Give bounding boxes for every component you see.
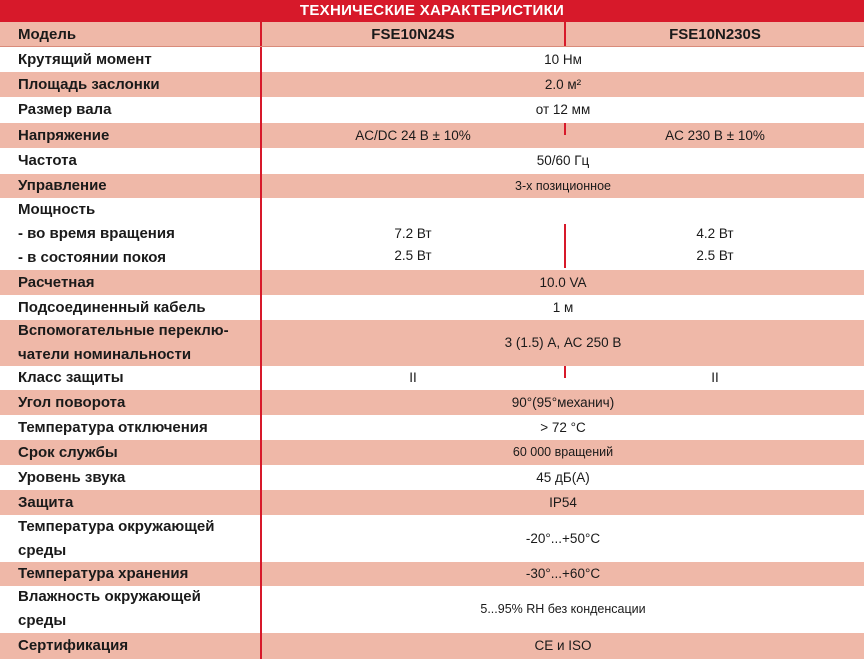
row-value: 2.0 м² [544, 77, 582, 92]
row-label-group [18, 585, 258, 633]
row-value: -30°...+60°C [525, 566, 601, 581]
row-value: от 12 мм [535, 102, 591, 117]
row-label: Температура отключения [18, 419, 208, 436]
row-label: Подсоединенный кабель [18, 299, 206, 316]
row-label-group [18, 319, 258, 367]
row-label: Модель [18, 26, 77, 43]
row-label: Температура хранения [18, 565, 189, 582]
table-row-rated [0, 270, 864, 295]
row-value: > 72 °C [540, 420, 586, 435]
row-value: IP54 [549, 495, 577, 510]
table-row-protection [0, 490, 864, 515]
table-row-ambient-temp [0, 515, 864, 562]
table-row-storage-temp [0, 562, 864, 586]
table-title: ТЕХНИЧЕСКИЕ ХАРАКТЕРИСТИКИ [0, 0, 864, 22]
row-label: Вспомогательные переклю- [18, 322, 229, 339]
model-b-header: FSE10N230S [669, 26, 761, 43]
row-label: Мощность [18, 201, 96, 218]
table-row-torque [0, 47, 864, 72]
row-value-a: AC/DC 24 В ± 10% [355, 128, 471, 143]
table-row-humidity [0, 586, 864, 633]
table-row-frequency [0, 148, 864, 174]
row-label: Крутящий момент [18, 51, 152, 68]
row-label: Размер вала [18, 101, 112, 118]
table-row-certification [0, 633, 864, 659]
row-value-b: AC 230 В ± 10% [665, 128, 765, 143]
table-row-damper-area [0, 72, 864, 97]
table-row-service-life [0, 440, 864, 465]
table-row-shaft-size [0, 97, 864, 123]
row-value: 10 Нм [544, 52, 582, 67]
row-value: 45 дБ(А) [536, 470, 590, 485]
table-row-control [0, 174, 864, 198]
row-label: среды [18, 612, 67, 629]
model-a-header: FSE10N24S [371, 26, 455, 43]
row-label: Сертификация [18, 637, 129, 654]
row-label: среды [18, 542, 67, 559]
table-row-rotation-angle [0, 390, 864, 415]
row-label: Класс защиты [18, 369, 124, 386]
row-value: 5...95% RH без конденсации [480, 602, 646, 616]
row-label-group [18, 515, 258, 563]
table-row-aux-switches [0, 320, 864, 366]
row-label: Расчетная [18, 274, 95, 291]
row-sublabel: - в состоянии покоя [18, 249, 166, 266]
row-value-b: II [711, 370, 719, 385]
row-label: Напряжение [18, 127, 110, 144]
table-row-protection-class [0, 366, 864, 390]
row-value-a: 7.2 Вт [394, 226, 432, 241]
row-label: чатели номинальности [18, 346, 192, 363]
row-label: Защита [18, 494, 74, 511]
row-label: Частота [18, 152, 77, 169]
row-value-b: 2.5 Вт [696, 248, 734, 263]
row-label: Срок службы [18, 444, 118, 461]
row-value: 60 000 вращений [512, 445, 614, 459]
row-value: -20°...+50°C [525, 531, 601, 546]
row-value: CE и ISO [534, 638, 592, 653]
row-value: 10.0 VA [539, 275, 587, 290]
row-value: 3-х позиционное [515, 179, 611, 193]
table-row-cable [0, 295, 864, 320]
row-label: Управление [18, 177, 107, 194]
row-label-group [18, 198, 258, 270]
table-row-power [0, 198, 864, 270]
row-label: Уровень звука [18, 469, 126, 486]
row-sublabel: - во время вращения [18, 225, 175, 242]
table-row-model [0, 22, 864, 47]
row-value-a: II [409, 370, 417, 385]
row-value: 1 м [552, 300, 574, 315]
table-row-voltage [0, 123, 864, 148]
table-row-cutoff-temp [0, 415, 864, 440]
table-row-noise [0, 465, 864, 490]
row-value-a: 2.5 Вт [394, 248, 432, 263]
row-label: Температура окружающей [18, 518, 215, 535]
row-label: Влажность окружающей [18, 588, 201, 605]
row-value: 3 (1.5) А, АС 250 В [504, 335, 622, 350]
row-value: 50/60 Гц [536, 153, 590, 168]
row-value-b: 4.2 Вт [696, 226, 734, 241]
row-label: Площадь заслонки [18, 76, 160, 93]
row-value: 90°(95°механич) [511, 395, 615, 410]
row-label: Угол поворота [18, 394, 126, 411]
